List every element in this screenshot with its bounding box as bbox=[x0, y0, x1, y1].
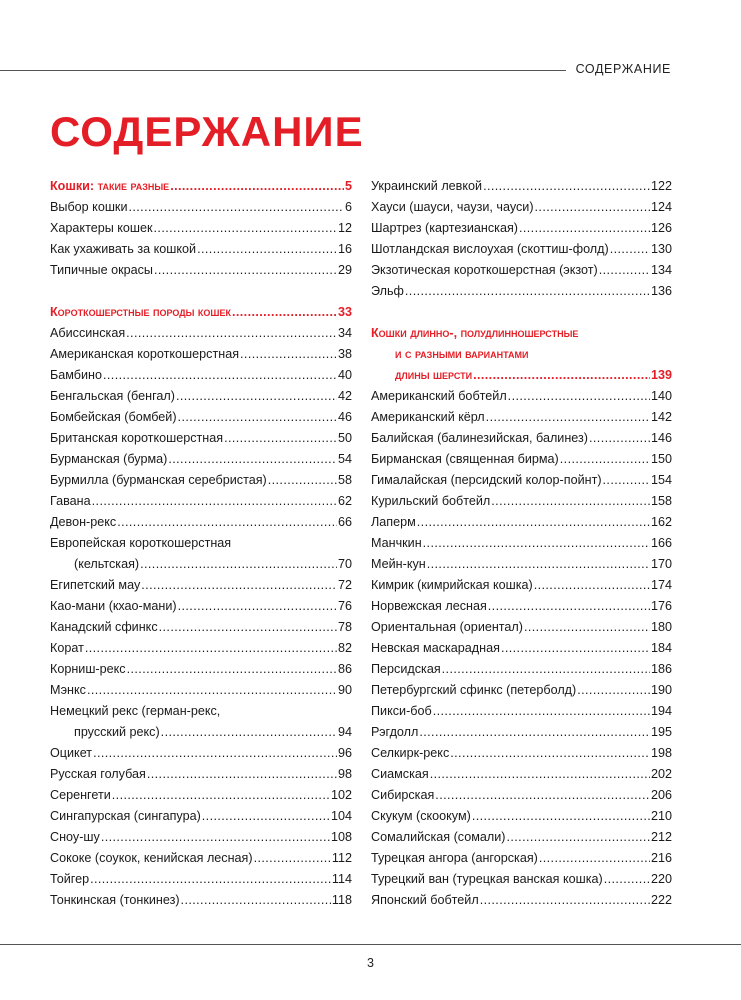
entry-title: Египетский мау bbox=[50, 578, 141, 592]
section-title: такие разные bbox=[97, 179, 170, 193]
toc-entry[interactable] bbox=[371, 386, 672, 407]
entry-title: Персидская bbox=[371, 662, 441, 676]
page-ref: 162 bbox=[650, 515, 672, 529]
toc-entry[interactable] bbox=[50, 617, 352, 638]
toc-entry[interactable] bbox=[371, 260, 672, 281]
leader-dots bbox=[534, 575, 650, 596]
entry-title: Оцикет bbox=[50, 746, 93, 760]
leader-dots bbox=[427, 554, 650, 575]
entry-title: Сомалийская (сомали) bbox=[371, 830, 506, 844]
leader-dots bbox=[197, 239, 337, 260]
entry-title: Девон-рекс bbox=[50, 515, 117, 529]
page-ref: 174 bbox=[650, 578, 672, 592]
page-ref: 154 bbox=[650, 473, 672, 487]
leader-dots bbox=[90, 869, 331, 890]
leader-dots bbox=[93, 743, 337, 764]
leader-dots bbox=[140, 554, 337, 575]
entry-title: Шотландская вислоухая (скоттиш-фолд) bbox=[371, 242, 609, 256]
toc-entry[interactable] bbox=[371, 281, 672, 302]
page-ref: 126 bbox=[650, 221, 672, 235]
toc-entry[interactable] bbox=[50, 218, 352, 239]
toc-entry[interactable] bbox=[50, 869, 352, 890]
page-ref: 66 bbox=[337, 515, 352, 529]
entry-title: Бирманская (священная бирма) bbox=[371, 452, 559, 466]
page-ref: 6 bbox=[344, 200, 352, 214]
leader-dots bbox=[178, 596, 337, 617]
entry-title: Бамбино bbox=[50, 368, 102, 382]
leader-dots bbox=[442, 659, 650, 680]
toc-entry[interactable] bbox=[50, 407, 352, 428]
entry-title: Манчкин bbox=[371, 536, 422, 550]
toc-entry[interactable] bbox=[50, 386, 352, 407]
leader-dots bbox=[128, 197, 344, 218]
leader-dots bbox=[117, 512, 337, 533]
leader-dots bbox=[170, 176, 344, 197]
toc-entry[interactable] bbox=[371, 407, 672, 428]
leader-dots bbox=[154, 218, 337, 239]
toc-entry[interactable] bbox=[371, 533, 672, 554]
leader-dots bbox=[473, 365, 650, 386]
entry-title: Канадский сфинкс bbox=[50, 620, 158, 634]
leader-dots bbox=[417, 512, 650, 533]
section-prefix: Кошки: bbox=[50, 179, 95, 193]
toc-entry[interactable] bbox=[371, 218, 672, 239]
entry-title: Британская короткошерстная bbox=[50, 431, 224, 445]
entry-title: Выбор кошки bbox=[50, 200, 128, 214]
entry-title: Бурмилла (бурманская серебристая) bbox=[50, 473, 267, 487]
leader-dots bbox=[161, 722, 337, 743]
entry-title: Као-мани (кхао-мани) bbox=[50, 599, 177, 613]
entry-title: Украинский левкой bbox=[371, 179, 483, 193]
entry-title: Типичные окрасы bbox=[50, 263, 153, 277]
page-ref: 94 bbox=[337, 725, 352, 739]
entry-title: Корниш-рекс bbox=[50, 662, 126, 676]
entry-title: Скукум (скоокум) bbox=[371, 809, 471, 823]
toc-entry[interactable] bbox=[371, 722, 672, 743]
leader-dots bbox=[560, 449, 650, 470]
page-ref: 198 bbox=[650, 746, 672, 760]
page-ref: 222 bbox=[650, 893, 672, 907]
leader-dots bbox=[524, 617, 650, 638]
page-ref: 46 bbox=[337, 410, 352, 424]
leader-dots bbox=[141, 575, 337, 596]
entry-title: Как ухаживать за кошкой bbox=[50, 242, 197, 256]
leader-dots bbox=[480, 890, 650, 911]
toc-entry[interactable] bbox=[371, 785, 672, 806]
page-ref: 184 bbox=[650, 641, 672, 655]
entry-title: Американский бобтейл bbox=[371, 389, 507, 403]
page-ref: 190 bbox=[650, 683, 672, 697]
entry-title-line2: (кельтская) bbox=[74, 557, 140, 571]
toc-entry[interactable] bbox=[50, 365, 352, 386]
toc-entry[interactable] bbox=[371, 659, 672, 680]
entry-title: Экзотическая короткошерстная (экзот) bbox=[371, 263, 598, 277]
leader-dots bbox=[224, 428, 337, 449]
toc-entry[interactable] bbox=[50, 428, 352, 449]
toc-entry[interactable] bbox=[50, 848, 352, 869]
toc-entry[interactable] bbox=[371, 869, 672, 890]
toc-entry[interactable] bbox=[371, 617, 672, 638]
entry-title-line1: Европейская короткошерстная bbox=[50, 536, 232, 550]
leader-dots bbox=[240, 344, 337, 365]
toc-entry[interactable] bbox=[371, 764, 672, 785]
toc-entry[interactable] bbox=[50, 827, 352, 848]
page-ref: 194 bbox=[650, 704, 672, 718]
toc-entry[interactable] bbox=[371, 512, 672, 533]
entry-title: Ориентальная (ориентал) bbox=[371, 620, 523, 634]
entry-title-line1: Немецкий рекс (герман-рекс, bbox=[50, 704, 221, 718]
leader-dots bbox=[472, 806, 650, 827]
page-ref: 72 bbox=[337, 578, 352, 592]
entry-title: Хауси (шауси, чаузи, чауси) bbox=[371, 200, 534, 214]
page-ref: 98 bbox=[337, 767, 352, 781]
leader-dots bbox=[535, 197, 650, 218]
entry-title: Курильский бобтейл bbox=[371, 494, 491, 508]
page-ref: 108 bbox=[330, 830, 352, 844]
leader-dots bbox=[168, 449, 337, 470]
toc-entry[interactable] bbox=[371, 176, 672, 197]
page-ref: 180 bbox=[650, 620, 672, 634]
leader-dots bbox=[423, 533, 650, 554]
toc-entry[interactable] bbox=[50, 680, 352, 701]
toc-entry[interactable] bbox=[371, 491, 672, 512]
leader-dots bbox=[599, 260, 650, 281]
page-ref: 142 bbox=[650, 410, 672, 424]
page-ref: 33 bbox=[337, 305, 352, 319]
entry-title: Турецкий ван (турецкая ванская кошка) bbox=[371, 872, 603, 886]
leader-dots bbox=[501, 638, 650, 659]
toc-right-column bbox=[371, 176, 672, 911]
page-ref: 58 bbox=[337, 473, 352, 487]
page-ref: 166 bbox=[650, 536, 672, 550]
entry-title: Русская голубая bbox=[50, 767, 146, 781]
toc-entry[interactable] bbox=[371, 554, 672, 575]
toc-left-column bbox=[50, 176, 352, 911]
page-ref: 186 bbox=[650, 662, 672, 676]
entry-title: Корат bbox=[50, 641, 84, 655]
leader-dots bbox=[112, 785, 330, 806]
leader-dots bbox=[154, 260, 337, 281]
leader-dots bbox=[202, 806, 330, 827]
entry-title: Серенгети bbox=[50, 788, 111, 802]
leader-dots bbox=[430, 764, 650, 785]
page-ref: 76 bbox=[337, 599, 352, 613]
entry-title: Сококе (соукок, кенийская лесная) bbox=[50, 851, 253, 865]
leader-dots bbox=[176, 386, 337, 407]
entry-title: Абиссинская bbox=[50, 326, 126, 340]
entry-title: Бомбейская (бомбей) bbox=[50, 410, 177, 424]
toc-entry[interactable] bbox=[371, 449, 672, 470]
page-ref: 134 bbox=[650, 263, 672, 277]
page-ref: 40 bbox=[337, 368, 352, 382]
page-ref: 112 bbox=[331, 851, 352, 865]
leader-dots bbox=[488, 596, 650, 617]
toc-entry-multiline[interactable] bbox=[50, 701, 352, 743]
page-ref: 78 bbox=[337, 620, 352, 634]
leader-dots bbox=[604, 869, 650, 890]
toc-entry-multiline[interactable] bbox=[50, 533, 352, 575]
toc-entry[interactable] bbox=[371, 575, 672, 596]
entry-title: Бурманская (бурма) bbox=[50, 452, 168, 466]
entry-title: Эльф bbox=[371, 284, 404, 298]
entry-title: Сноу-шу bbox=[50, 830, 100, 844]
entry-title: Лаперм bbox=[371, 515, 416, 529]
leader-dots bbox=[491, 491, 650, 512]
page-ref: 176 bbox=[650, 599, 672, 613]
toc-entry[interactable] bbox=[50, 890, 352, 911]
entry-title: Сиамская bbox=[371, 767, 429, 781]
page-ref: 62 bbox=[337, 494, 352, 508]
entry-title: Мэнкс bbox=[50, 683, 86, 697]
entry-title: Шартрез (картезианская) bbox=[371, 221, 518, 235]
toc-entry[interactable] bbox=[50, 743, 352, 764]
page-ref: 170 bbox=[650, 557, 672, 571]
toc-entry[interactable] bbox=[50, 323, 352, 344]
page-ref: 42 bbox=[337, 389, 352, 403]
page-ref: 146 bbox=[650, 431, 672, 445]
page-ref: 139 bbox=[650, 368, 672, 382]
toc-section-heading-multiline[interactable] bbox=[371, 323, 672, 386]
page-ref: 195 bbox=[650, 725, 672, 739]
leader-dots bbox=[147, 764, 337, 785]
toc-entry[interactable] bbox=[50, 764, 352, 785]
entry-title: Тойгер bbox=[50, 872, 90, 886]
leader-dots bbox=[508, 386, 650, 407]
leader-dots bbox=[254, 848, 331, 869]
page-ref: 16 bbox=[337, 242, 352, 256]
toc-entry[interactable] bbox=[50, 785, 352, 806]
entry-title: Турецкая ангора (ангорская) bbox=[371, 851, 538, 865]
entry-title: Рэгдолл bbox=[371, 725, 419, 739]
top-rule bbox=[0, 70, 566, 71]
page-ref: 54 bbox=[337, 452, 352, 466]
toc-entry[interactable] bbox=[50, 449, 352, 470]
entry-title: Балийская (балинезийская, балинез) bbox=[371, 431, 588, 445]
entry-title: Петербургский сфинкс (петерболд) bbox=[371, 683, 577, 697]
toc-entry[interactable] bbox=[371, 638, 672, 659]
page-ref: 212 bbox=[650, 830, 672, 844]
leader-dots bbox=[92, 491, 337, 512]
toc-entry[interactable] bbox=[371, 701, 672, 722]
toc-entry[interactable] bbox=[50, 470, 352, 491]
leader-dots bbox=[519, 218, 650, 239]
leader-dots bbox=[603, 470, 650, 491]
toc-entry[interactable] bbox=[371, 827, 672, 848]
page-ref: 70 bbox=[337, 557, 352, 571]
leader-dots bbox=[178, 407, 337, 428]
leader-dots bbox=[435, 785, 650, 806]
entry-title: Американский кёрл bbox=[371, 410, 485, 424]
page-ref: 136 bbox=[650, 284, 672, 298]
entry-title: Селкирк-рекс bbox=[371, 746, 450, 760]
leader-dots bbox=[87, 680, 337, 701]
page-ref: 50 bbox=[337, 431, 352, 445]
toc-entry[interactable] bbox=[50, 638, 352, 659]
page-ref: 206 bbox=[650, 788, 672, 802]
toc-entry[interactable] bbox=[371, 806, 672, 827]
page-ref: 130 bbox=[650, 242, 672, 256]
toc-entry[interactable] bbox=[371, 680, 672, 701]
page-ref: 122 bbox=[650, 179, 672, 193]
leader-dots bbox=[268, 470, 337, 491]
section-title-line2: и с разными вариантами bbox=[395, 347, 529, 361]
toc-entry[interactable] bbox=[371, 743, 672, 764]
toc-section-heading[interactable] bbox=[50, 176, 352, 197]
leader-dots bbox=[232, 302, 337, 323]
leader-dots bbox=[85, 638, 337, 659]
toc-entry[interactable] bbox=[50, 491, 352, 512]
page-ref: 104 bbox=[330, 809, 352, 823]
toc-entry[interactable] bbox=[371, 848, 672, 869]
entry-title: Японский бобтейл bbox=[371, 893, 479, 907]
page-ref: 220 bbox=[650, 872, 672, 886]
page-ref: 150 bbox=[650, 452, 672, 466]
page-title: СОДЕРЖАНИЕ bbox=[50, 108, 364, 155]
leader-dots bbox=[450, 743, 650, 764]
leader-dots bbox=[101, 827, 330, 848]
leader-dots bbox=[405, 281, 650, 302]
page-ref: 202 bbox=[650, 767, 672, 781]
entry-title: Кимрик (кимрийская кошка) bbox=[371, 578, 533, 592]
entry-title: Невская маскарадная bbox=[371, 641, 500, 655]
toc-entry[interactable] bbox=[371, 596, 672, 617]
leader-dots bbox=[103, 365, 337, 386]
toc-entry[interactable] bbox=[50, 806, 352, 827]
toc-entry[interactable] bbox=[371, 470, 672, 491]
toc-entry[interactable] bbox=[50, 260, 352, 281]
entry-title: Сингапурская (сингапура) bbox=[50, 809, 201, 823]
page-ref: 29 bbox=[337, 263, 352, 277]
leader-dots bbox=[419, 722, 650, 743]
toc-entry[interactable] bbox=[371, 890, 672, 911]
leader-dots bbox=[181, 890, 331, 911]
toc-entry[interactable] bbox=[50, 239, 352, 260]
page-ref: 114 bbox=[331, 872, 352, 886]
page-ref: 158 bbox=[650, 494, 672, 508]
entry-title: Американская короткошерстная bbox=[50, 347, 240, 361]
entry-title: Норвежская лесная bbox=[371, 599, 487, 613]
toc-entry[interactable] bbox=[50, 344, 352, 365]
page-number: 3 bbox=[367, 956, 374, 970]
page-ref: 118 bbox=[331, 893, 352, 907]
leader-dots bbox=[433, 701, 650, 722]
bottom-rule bbox=[0, 944, 741, 945]
running-head: СОДЕРЖАНИЕ bbox=[575, 62, 671, 76]
toc-entry[interactable] bbox=[50, 575, 352, 596]
page-ref: 90 bbox=[337, 683, 352, 697]
leader-dots bbox=[539, 848, 650, 869]
entry-title: Пикси-боб bbox=[371, 704, 432, 718]
page-ref: 124 bbox=[650, 200, 672, 214]
entry-title: Сибирская bbox=[371, 788, 435, 802]
toc-entry[interactable] bbox=[50, 197, 352, 218]
leader-dots bbox=[589, 428, 650, 449]
section-title-line1: Кошки длинно-, полудлинношерстные bbox=[371, 326, 579, 340]
leader-dots bbox=[577, 680, 650, 701]
toc-entry[interactable] bbox=[371, 239, 672, 260]
leader-dots bbox=[159, 617, 337, 638]
page-ref: 86 bbox=[337, 662, 352, 676]
leader-dots bbox=[506, 827, 650, 848]
page-ref: 210 bbox=[650, 809, 672, 823]
leader-dots bbox=[610, 239, 650, 260]
toc-entry[interactable] bbox=[371, 428, 672, 449]
page-ref: 5 bbox=[344, 179, 352, 193]
page-ref: 140 bbox=[650, 389, 672, 403]
toc-section-heading[interactable] bbox=[50, 302, 352, 323]
leader-dots bbox=[483, 176, 650, 197]
page-ref: 38 bbox=[337, 347, 352, 361]
entry-title: Тонкинская (тонкинез) bbox=[50, 893, 180, 907]
toc-entry[interactable] bbox=[371, 197, 672, 218]
leader-dots bbox=[486, 407, 650, 428]
toc-entry[interactable] bbox=[50, 596, 352, 617]
leader-dots bbox=[127, 659, 337, 680]
entry-title: Гималайская (персидский колор-пойнт) bbox=[371, 473, 602, 487]
entry-title: Характеры кошек bbox=[50, 221, 153, 235]
entry-title: Гавана bbox=[50, 494, 91, 508]
page-ref: 12 bbox=[337, 221, 352, 235]
toc-entry[interactable] bbox=[50, 512, 352, 533]
section-title: Короткошерстные породы кошек bbox=[50, 305, 231, 319]
entry-title-line2: прусский рекс) bbox=[74, 725, 160, 739]
page-ref: 216 bbox=[650, 851, 672, 865]
page-ref: 34 bbox=[337, 326, 352, 340]
page-ref: 102 bbox=[330, 788, 352, 802]
entry-title: Бенгальская (бенгал) bbox=[50, 389, 175, 403]
leader-dots bbox=[126, 323, 337, 344]
section-title-line3: длины шерсти bbox=[395, 368, 473, 382]
page-ref: 82 bbox=[337, 641, 352, 655]
toc-entry[interactable] bbox=[50, 659, 352, 680]
entry-title: Мейн-кун bbox=[371, 557, 426, 571]
page-ref: 96 bbox=[337, 746, 352, 760]
